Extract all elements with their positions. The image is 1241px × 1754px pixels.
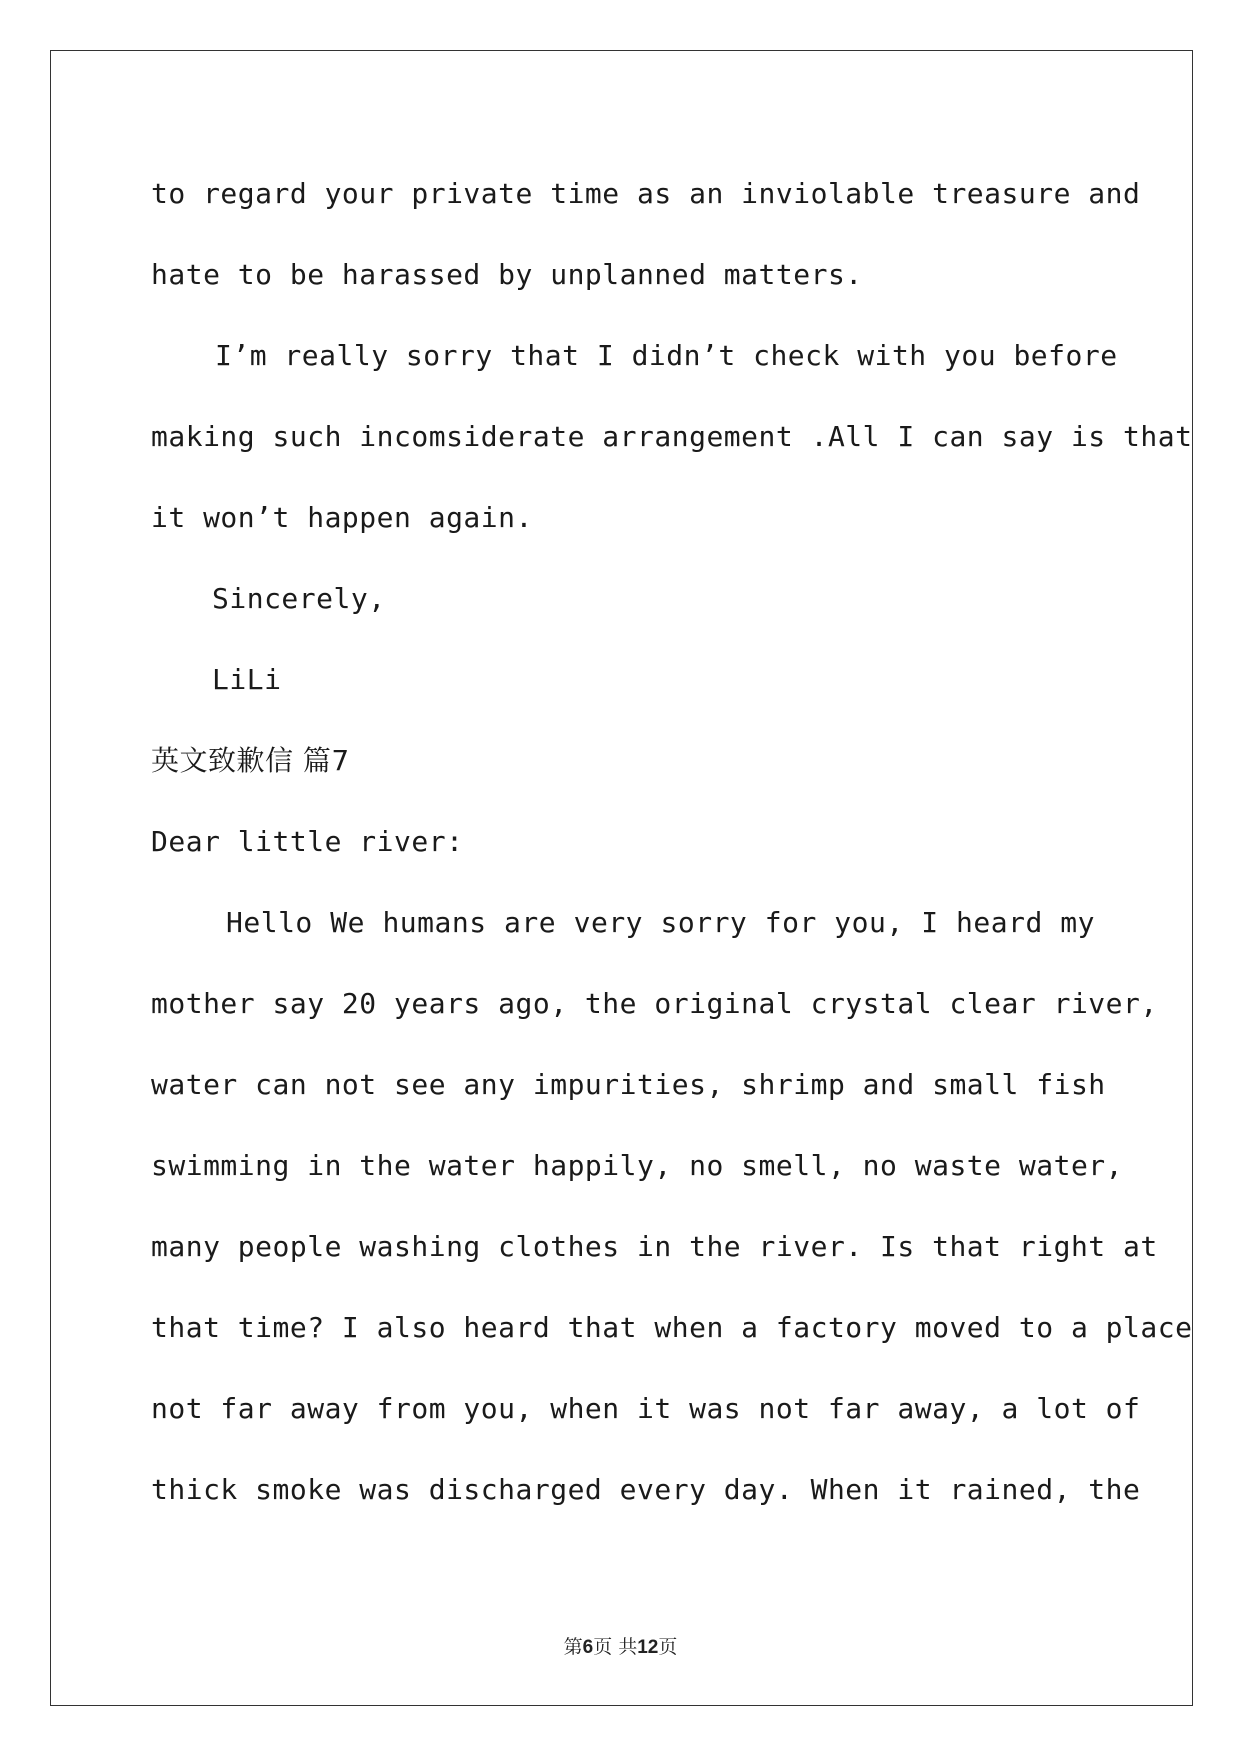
signature: LiLi <box>212 663 282 696</box>
page-border <box>50 50 1193 1706</box>
current-page-number: 6 <box>582 1637 594 1658</box>
page-suffix: 页 <box>658 1636 678 1658</box>
salutation: Dear little river: <box>151 825 464 858</box>
body-line: I’m really sorry that I didn’t check with you before <box>215 339 1118 372</box>
body-line: hate to be harassed by unplanned matters. <box>151 258 863 291</box>
body-line: not far away from you, when it was not far away, a lot of <box>151 1392 1141 1425</box>
body-line: making such incomsiderate arrangement .All I can say is that <box>151 420 1193 453</box>
body-line: to regard your private time as an inviolable treasure and <box>151 177 1141 210</box>
total-pages-number: 12 <box>637 1637 659 1658</box>
body-line: Hello We humans are very sorry for you, I heard my <box>226 906 1095 939</box>
body-line: swimming in the water happily, no smell, no waste water, <box>151 1149 1124 1182</box>
page-mid: 页 共 <box>593 1636 638 1658</box>
body-line: water can not see any impurities, shrimp and small fish <box>151 1068 1106 1101</box>
body-line: thick smoke was discharged every day. When it rained, the <box>151 1473 1141 1506</box>
body-line: many people washing clothes in the river. Is that right at <box>151 1230 1158 1263</box>
closing-line: Sincerely, <box>212 582 386 615</box>
body-line: that time? I also heard that when a factory moved to a place <box>151 1311 1193 1344</box>
page-prefix: 第 <box>563 1636 583 1658</box>
page-number-footer <box>0 1632 1241 1659</box>
section-heading: 英文致歉信 篇7 <box>151 744 350 777</box>
body-line: mother say 20 years ago, the original crystal clear river, <box>151 987 1158 1020</box>
body-line: it won’t happen again. <box>151 501 533 534</box>
